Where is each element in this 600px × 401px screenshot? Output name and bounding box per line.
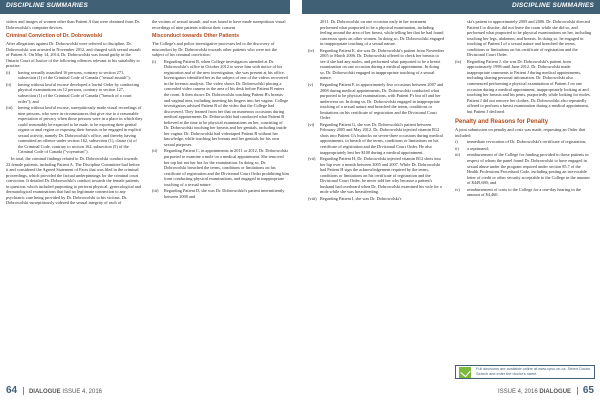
header-bar-right — [302, 0, 600, 14]
list-marker: (v) — [308, 82, 314, 88]
note-text: Full decisions are available online at www.cpso.on.ca. Select Doctor Search and enter the doctor's name. — [476, 367, 591, 376]
list-marker: (ii) — [6, 81, 12, 87]
list-marker: (vi) — [308, 121, 315, 127]
list-item — [455, 152, 592, 185]
paragraph: the victims of sexual assault, and was found to have made surreptitious visual recordings of nine patients without their consent. — [152, 19, 286, 30]
list-text: Regarding Patient B, when College investigators attended at Dr. Dobrowolski's office in October 2012 to serve him with notice of his registration and of the new investigation, she was present at his office. Investigators identified her as the subject of one of the videos recovered in the forensic analysis. The video shows Dr. Dobrowolski placing a concealed video camera in the area of his desk before Patient B enters the room. It then shows Dr. Dobrowolski touching Patient B's breasts and vaginal area, including inserting his fingers into her vagina. College investigators advised Patient B of the video that the College had discovered. They learned from her that on numerous occasions during medical appointments Dr. Dobrowolski had conducted what Patient B believed at the time to be physical examinations on her, consisting of Dr. Dobrowolski touching her breasts and her genitals, including inside her vagina. Dr. Dobrowolski had videotaped Patient B without her knowledge, while touching her breasts and her genitals for his own sexual purposes. — [164, 58, 289, 147]
list-item — [308, 156, 445, 195]
list-text: Regarding Patient G, she was Dr. Dobrowolski's patient between February 2005 and May 2012. Dr. Dobrowolski injected vitamin B12 shots into Patient G's buttocks on seven-three occasions during medical appointments, in breach of the terms, conditions or limitations on his certificate of registration and the Divisional Court Order. He also inappropriately lent her $100 during a medical appointment. — [320, 121, 443, 155]
paragraph: In total, the criminal findings related to Dr. Dobrowolski conduct towards 22 female patients, including Patient A. The Discipline Committee had before it and considered the Agreed Statement of Facts that was filed in the criminal proceedings, which provided the factual underpinnings for the criminal court conviction. It detailed Dr. Dobrowolski's conduct towards the female patients in question, which included purporting to perform physical, gynecological and dermatological examinations that had no legitimate connection to any psychiatric care being provided by Dr. Dobrowolski to his victims. Dr. Dobrowolski surreptitiously videoed the sexual integrity of each of — [6, 156, 141, 206]
paragraph: A joint submission on penalty and costs was made, requesting an Order that included: — [455, 127, 586, 138]
list-item — [6, 105, 143, 155]
list-text: having without lawful excuse developed a lawful Order by conducting physical examinations on 12 persons, contrary to section 127, subsection (1) of the Criminal Code of Canada ("breach of a court order"); and — [18, 81, 140, 104]
paragraph: After allegations against Dr. Dobrowolski were referred to discipline, Dr. Dobrowolski was arrested in November 2012, and charged with sexual assault of Patient A. On May 14, 2014, Dr. Dobrowolski was found guilty in the Ontario Court of Justice of the following offences relevant to his suitability to practise: — [6, 41, 141, 69]
list-item — [152, 148, 289, 187]
list-item — [455, 187, 592, 198]
list-text: having without lawful excuse, surreptitiously made visual recordings of nine persons, who were in circumstances that give rise to a reasonable expectation of privacy when those persons were in a place in which they could reasonably be expected to be nude, to be exposing their genital organs or anal region or exposing their breasts or be engaged in explicit sexual activity, namely Dr. Dobrowolski's office, and thereby having committed an offence under section 162, subsection (1), clause (a) of the Criminal Code, contrary to section 162, subsection (5) of the Criminal Code of Canada ("voyeurism"). — [18, 105, 143, 155]
footer-left — [6, 385, 102, 396]
page-number-right: 65 — [582, 385, 594, 396]
list-marker: (i) — [152, 58, 157, 64]
list-marker: (iii) — [6, 105, 13, 111]
list-text: Regarding Patient F, in approximately five occasions between 2007 and 2008 during medical appointments, Dr. Dobrowolski conducted what purported to be physical examinations, with Patient F's bra off and her underwear on. In doing so, Dr. Dobrowolski engaged in inappropriate touching of a sexual nature and breached the terms, conditions or limitations on his certificate of registration and the Divisional Court Order. — [320, 82, 444, 121]
list-marker: (iii) — [152, 188, 159, 194]
paragraph: 2011. Dr. Dobrowolski on one occasion early in her treatment performed what purported to be a physical examination, including feeling around the area of her breast, while telling her that he had found cancerous spots on other women. In doing so, Dr. Dobrowolski engaged in inappropriate touching of a sexual nature. — [320, 19, 444, 47]
list-item — [308, 122, 445, 155]
footer-right — [498, 385, 594, 396]
list-item — [6, 82, 143, 104]
list-item — [152, 188, 289, 199]
list-text: Regarding Patient H, Dr. Dobrowolski injected vitamin B12 shots into her hip over a month between 2005 and 2007. While Dr. Dobrowolski had Patient H sign the acknowledgement required by the terms, conditions or limitations on his certificate of registration and the Divisional Court Order, he never told her why because a patient's husband had overheard when Dr. Dobrowolski examined his wife for a mole while she was breastfeeding. — [320, 156, 442, 195]
list-item — [6, 70, 143, 81]
list-text: Regarding Patient D, she was Dr. Dobrowolski's patient intermittently between 2000 and — [164, 188, 285, 199]
list-marker: (ix) — [455, 58, 462, 64]
section-heading-penalty: Penalty and Reasons for Penalty — [455, 119, 549, 126]
list-text: Regarding Patient I, she was Dr. Dobrowolski's — [320, 195, 402, 201]
list-marker: (viii) — [308, 195, 317, 201]
list-item — [455, 146, 592, 152]
list-item — [455, 59, 592, 114]
list-item — [308, 196, 445, 202]
list-marker: (i) — [6, 69, 11, 75]
column-1 — [6, 19, 143, 207]
list-marker: i) — [455, 139, 458, 145]
column-2 — [152, 19, 289, 200]
paragraph: The College's and police investigative processes led to the discovery of misconduct by Dr. Dobrowolski towards other patients who were not the subject of his criminal conviction: — [152, 41, 277, 58]
list-item — [455, 139, 592, 145]
section-label-right: DISCIPLINE SUMMARIES — [511, 2, 594, 9]
section-label-left: DISCIPLINE SUMMARIES — [6, 2, 89, 9]
list-marker: ii) — [455, 145, 459, 151]
page-number-left: 64 — [6, 385, 18, 396]
column-4 — [455, 19, 592, 199]
list-item — [152, 59, 289, 148]
list-marker: (vii) — [308, 156, 316, 162]
issue-label-left: ISSUE 4, 2016 — [62, 389, 103, 395]
list-text: reimbursement of costs to the College for a one-day hearing in the amount of $4,460. — [467, 186, 581, 198]
paragraph: videos and images of women other than Patient A that were obtained from Dr. Dobrowolski's computer devices. — [6, 19, 140, 30]
paragraph: ski's patient in approximately 2005 and 2006. Dr. Dobrowolski directed Patient I to disrobe, did not leave the room while she did so, and performed what purported to be physical examinations on her, including touching her legs, abdomen, and breasts. In doing so, he engaged in touching of Patient I of a sexual nature and breached the terms, conditions or limitations on his certificate of registration and the Divisional Court Order. — [467, 19, 592, 58]
checkmark-icon — [459, 367, 471, 378]
full-decisions-note — [455, 365, 595, 379]
section-heading-criminal-conviction: Criminal Conviction of Dr. Dobrowolski — [6, 33, 103, 40]
list-marker: iii) — [455, 152, 461, 158]
list-text: reimbursement of the College for funding provided to those patients in respect of whom the panel found Dr. Dobrowolski to have engaged in sexual abuse under the program required under section 85.7 of the Health Professions Procedural Code, including posting an irrevocable letter of credit or other security acceptable to the College in the amount of $449,680; and — [467, 152, 590, 186]
footer-divider — [577, 387, 578, 395]
list-marker: (iv) — [308, 47, 315, 53]
list-text: Regarding Patient C, in appointments in 2011 or 2012, Dr. Dobrowolski purported to examine a mole on a medical appointment. She removed her top but not her bra for the examination. In doing so, Dr. Dobrowolski breached the terms, conditions or limitations on his certificate of registration and the Divisional Court Order prohibiting him from conducting physical examinations, and engaged in inappropriate touching of a sexual nature. — [164, 148, 289, 187]
list-text: immediate revocation of Dr. Dobrowolski's certificate of registration; — [467, 139, 587, 145]
publication-name-left: DIALOGUE — [28, 389, 61, 395]
publication-name-right: DIALOGUE — [539, 389, 572, 395]
column-3 — [308, 19, 445, 203]
issue-label-right: ISSUE 4, 2016 — [497, 389, 538, 395]
list-item — [308, 82, 445, 121]
list-text: Regarding Patient J, she was Dr. Dobrowolski's patient from approximately 1998 until June 2012. Dr. Dobrowolski made inappropriate comments to Patient J during medical appointments, including sharing personal information. Dr. Dobrowolski also commenced performing a physical examination of Patient J on one occasion during a medical appointment, inappropriately looking at and touching her breasts and his penis, purportedly while looking for moles. Patient J did not remove her clothes. Dr. Dobrowolski also repeatedly offered to perform a breast examination during a medical appointment, but Patient J declined. — [467, 58, 591, 114]
section-heading-misconduct: Misconduct towards Other Patients — [152, 33, 240, 40]
list-marker: (ii) — [152, 148, 158, 154]
header-bar-left — [0, 0, 290, 14]
list-text: Regarding Patient E, she was Dr. Dobrowolski's patient from November 2005 to March 2006. Dr. Dobrowolski offered to check her breasts to see if she had any moles, and performed what purported to be a breast examination on one occasion during a medical appointment. In doing so, Dr. Dobrowolski engaged in inappropriate touching of a sexual nature. — [320, 47, 445, 81]
list-item — [308, 48, 445, 81]
list-marker: iv) — [455, 186, 460, 192]
footer-divider — [23, 387, 24, 395]
list-text: having sexually assaulted 16 persons, contrary to section 271, subsection (1) of the Criminal Code of Canada ("sexual assault"); — [18, 69, 131, 81]
list-text: a reprimand; — [467, 145, 489, 151]
